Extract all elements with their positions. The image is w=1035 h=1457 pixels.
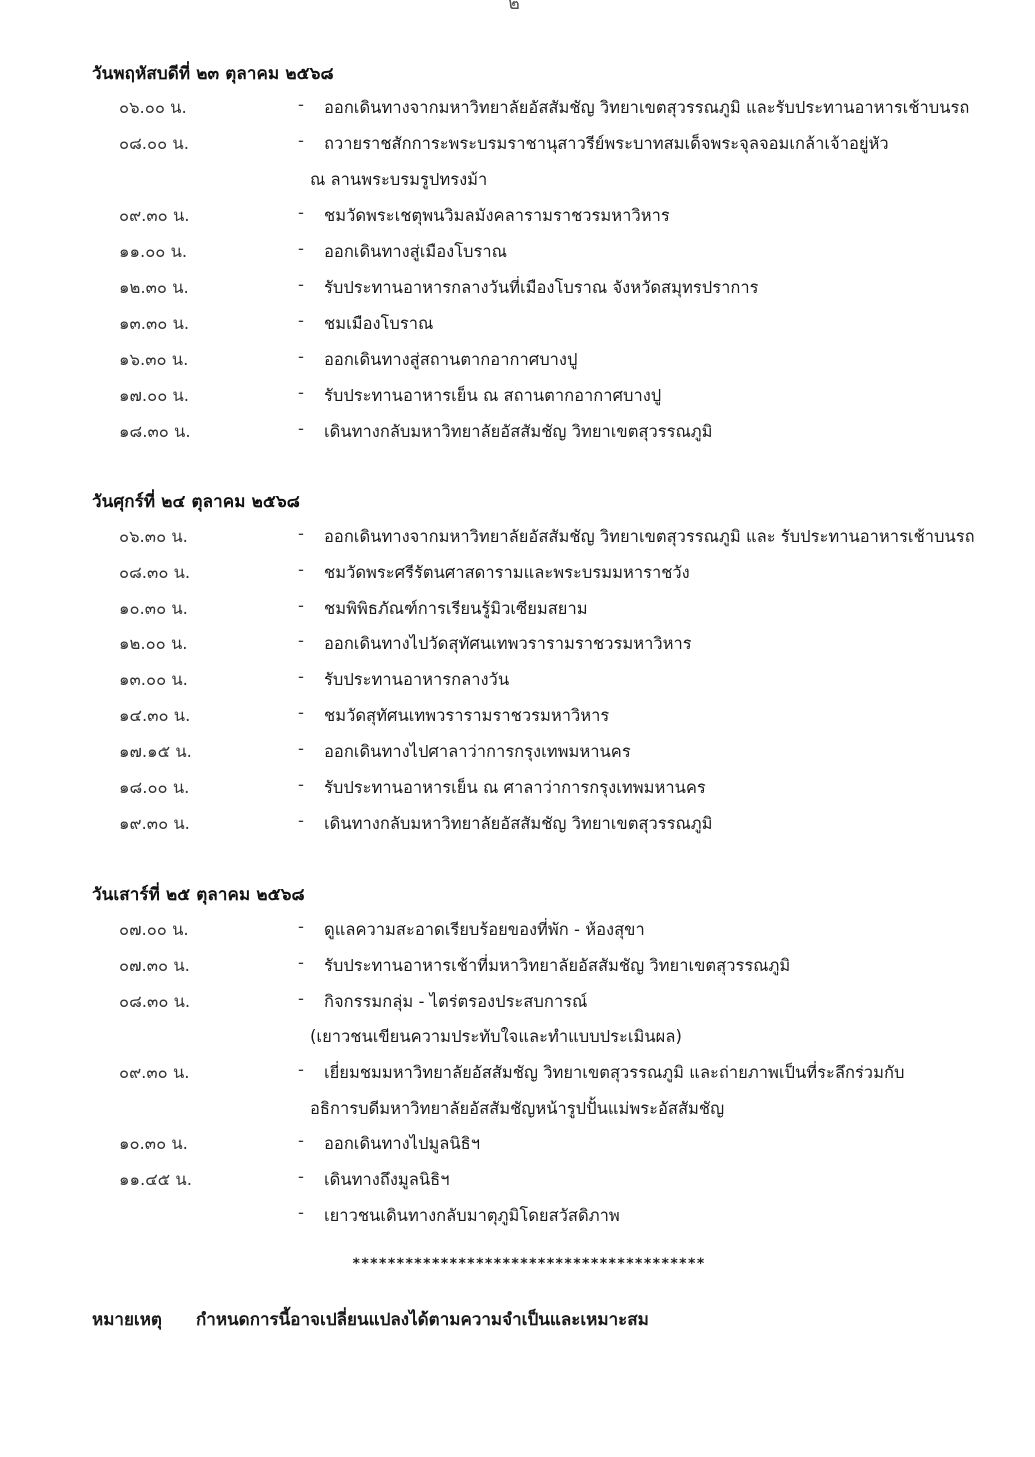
schedule-time: ๐๙.๓๐ น.	[119, 206, 190, 225]
schedule-dash: -	[298, 560, 304, 579]
schedule-time: ๑๓.๐๐ น.	[119, 670, 188, 689]
schedule-row	[0, 1203, 1035, 1233]
schedule-dash: -	[298, 383, 304, 402]
schedule-time: ๑๓.๓๐ น.	[119, 314, 190, 333]
schedule-row	[0, 275, 1035, 305]
schedule-dash: -	[298, 131, 304, 150]
schedule-activity: เดินทางกลับมหาวิทยาลัยอัสสัมชัญ วิทยาเขตสุวรรณภูมิ	[324, 422, 713, 441]
schedule-time: ๐๗.๐๐ น.	[119, 920, 189, 939]
schedule-time: ๑๗.๐๐ น.	[119, 386, 190, 405]
schedule-row	[0, 1167, 1035, 1197]
schedule-activity: ออกเดินทางไปมูลนิธิฯ	[324, 1134, 481, 1153]
schedule-dash: -	[298, 811, 304, 830]
schedule-time: ๑๑.๐๐ น.	[119, 242, 188, 261]
schedule-activity: ออกเดินทางสู่สถานตากอากาศบางปู	[324, 350, 578, 369]
schedule-activity: ออกเดินทางสู่เมืองโบราณ	[324, 242, 507, 261]
schedule-dash: -	[298, 775, 304, 794]
schedule-activity: รับประทานอาหารกลางวัน	[324, 670, 510, 689]
schedule-dash: -	[298, 989, 304, 1008]
day-heading: วันศุกร์ที่ ๒๔ ตุลาคม ๒๕๖๘	[92, 492, 300, 512]
schedule-activity: ชมวัดพระเชตุพนวิมลมังคลารามราชวรมหาวิหาร	[324, 206, 670, 225]
schedule-time: ๑๘.๓๐ น.	[119, 422, 191, 441]
schedule-dash: -	[298, 203, 304, 222]
separator-stars: ****************************************	[352, 1256, 706, 1272]
schedule-activity: เดินทางถึงมูลนิธิฯ	[324, 1170, 450, 1189]
schedule-time: ๑๐.๓๐ น.	[119, 599, 188, 618]
schedule-time: ๑๑.๔๕ น.	[119, 1170, 192, 1189]
schedule-activity: ชมวัดพระศรีรัตนศาสดารามและพระบรมมหาราชวัง	[324, 563, 690, 582]
schedule-dash: -	[298, 917, 304, 936]
schedule-time: ๐๗.๓๐ น.	[119, 956, 190, 975]
schedule-row	[0, 631, 1035, 661]
schedule-dash: -	[298, 311, 304, 330]
schedule-dash: -	[298, 347, 304, 366]
schedule-time: ๑๘.๐๐ น.	[119, 778, 190, 797]
schedule-dash: -	[298, 239, 304, 258]
schedule-activity: เยาวชนเดินทางกลับมาตุภูมิโดยสวัสดิภาพ	[324, 1206, 620, 1225]
schedule-dash: -	[298, 419, 304, 438]
schedule-time: ๐๙.๓๐ น.	[119, 1063, 190, 1082]
schedule-time: ๐๘.๓๐ น.	[119, 992, 191, 1011]
schedule-row	[0, 239, 1035, 269]
schedule-time: ๑๒.๓๐ น.	[119, 278, 189, 297]
schedule-activity: เดินทางกลับมหาวิทยาลัยอัสสัมชัญ วิทยาเขตสุวรรณภูมิ	[324, 814, 713, 833]
schedule-continuation: ณ ลานพระบรมรูปทรงม้า	[310, 170, 488, 189]
schedule-row	[0, 917, 1035, 947]
schedule-row	[0, 703, 1035, 733]
schedule-dash: -	[298, 275, 304, 294]
schedule-row	[0, 1060, 1035, 1090]
schedule-row	[0, 596, 1035, 626]
schedule-row	[0, 560, 1035, 590]
schedule-time: ๐๖.๐๐ น.	[119, 98, 187, 117]
schedule-dash: -	[298, 1203, 304, 1222]
schedule-row	[0, 311, 1035, 341]
schedule-time: ๑๙.๓๐ น.	[119, 814, 190, 833]
schedule-row	[0, 1131, 1035, 1161]
schedule-time: ๑๒.๐๐ น.	[119, 634, 188, 653]
page-number: ๒	[508, 0, 520, 14]
schedule-dash: -	[298, 703, 304, 722]
schedule-dash: -	[298, 596, 304, 615]
schedule-activity: ชมเมืองโบราณ	[324, 314, 434, 333]
schedule-row	[0, 524, 1035, 554]
schedule-activity: รับประทานอาหารเย็น ณ ศาลาว่าการกรุงเทพมหานคร	[324, 778, 706, 797]
schedule-row	[0, 203, 1035, 233]
note-text: กำหนดการนี้อาจเปลี่ยนแปลงได้ตามความจำเป็นและเหมาะสม	[196, 1310, 649, 1330]
schedule-row	[0, 811, 1035, 841]
schedule-row	[0, 347, 1035, 377]
schedule-dash: -	[298, 524, 304, 543]
schedule-row	[0, 419, 1035, 449]
schedule-time: ๐๘.๓๐ น.	[119, 563, 191, 582]
note-label: หมายเหตุ	[92, 1310, 162, 1330]
schedule-activity: กิจกรรมกลุ่ม - ไตร่ตรองประสบการณ์	[324, 992, 588, 1011]
schedule-row	[0, 131, 1035, 161]
schedule-row	[0, 775, 1035, 805]
schedule-row	[0, 667, 1035, 697]
schedule-activity: ดูแลความสะอาดเรียบร้อยของที่พัก - ห้องสุขา	[324, 920, 645, 939]
day-heading: วันพฤหัสบดีที่ ๒๓ ตุลาคม ๒๕๖๘	[92, 64, 334, 84]
schedule-dash: -	[298, 631, 304, 650]
schedule-activity: รับประทานอาหารเช้าที่มหาวิทยาลัยอัสสัมชัญ วิทยาเขตสุวรรณภูมิ	[324, 956, 791, 975]
schedule-activity: รับประทานอาหารเย็น ณ สถานตากอากาศบางปู	[324, 386, 662, 405]
schedule-activity: เยี่ยมชมมหาวิทยาลัยอัสสัมชัญ วิทยาเขตสุวรรณภูมิ และถ่ายภาพเป็นที่ระลึกร่วมกับ	[324, 1063, 905, 1082]
schedule-activity: ออกเดินทางไปวัดสุทัศนเทพวรารามราชวรมหาวิหาร	[324, 634, 692, 653]
schedule-activity: ออกเดินทางไปศาลาว่าการกรุงเทพมหานคร	[324, 742, 631, 761]
schedule-time: ๑๐.๓๐ น.	[119, 1134, 188, 1153]
schedule-time: ๑๔.๓๐ น.	[119, 706, 191, 725]
day-heading: วันเสาร์ที่ ๒๕ ตุลาคม ๒๕๖๘	[92, 885, 305, 905]
schedule-dash: -	[298, 1167, 304, 1186]
schedule-time: ๑๗.๑๕ น.	[119, 742, 192, 761]
schedule-dash: -	[298, 1060, 304, 1079]
schedule-row	[0, 739, 1035, 769]
schedule-dash: -	[298, 953, 304, 972]
schedule-dash: -	[298, 1131, 304, 1150]
schedule-activity: ชมพิพิธภัณฑ์การเรียนรู้มิวเซียมสยาม	[324, 599, 588, 618]
schedule-activity: ชมวัดสุทัศนเทพวรารามราชวรมหาวิหาร	[324, 706, 610, 725]
schedule-activity: รับประทานอาหารกลางวันที่เมืองโบราณ จังหวัดสมุทรปราการ	[324, 278, 759, 297]
schedule-time: ๐๘.๐๐ น.	[119, 134, 189, 153]
schedule-row	[0, 383, 1035, 413]
schedule-dash: -	[298, 739, 304, 758]
schedule-continuation: (เยาวชนเขียนความประทับใจและทำแบบประเมินผล)	[310, 1027, 682, 1046]
schedule-time: ๐๖.๓๐ น.	[119, 527, 188, 546]
schedule-dash: -	[298, 95, 304, 114]
schedule-activity: ถวายราชสักการะพระบรมราชานุสาวรีย์พระบาทสมเด็จพระจุลจอมเกล้าเจ้าอยู่หัว	[324, 134, 889, 153]
schedule-time: ๑๖.๓๐ น.	[119, 350, 189, 369]
schedule-dash: -	[298, 667, 304, 686]
schedule-activity: ออกเดินทางจากมหาวิทยาลัยอัสสัมชัญ วิทยาเขตสุวรรณภูมิ และรับประทานอาหารเช้าบนรถ	[324, 98, 970, 117]
schedule-row	[0, 953, 1035, 983]
schedule-activity: ออกเดินทางจากมหาวิทยาลัยอัสสัมชัญ วิทยาเขตสุวรรณภูมิ และ รับประทานอาหารเช้าบนรถ	[324, 527, 975, 546]
schedule-row	[0, 95, 1035, 125]
schedule-continuation: อธิการบดีมหาวิทยาลัยอัสสัมชัญหน้ารูปปั้นแม่พระอัสสัมชัญ	[310, 1099, 725, 1118]
schedule-row	[0, 989, 1035, 1019]
